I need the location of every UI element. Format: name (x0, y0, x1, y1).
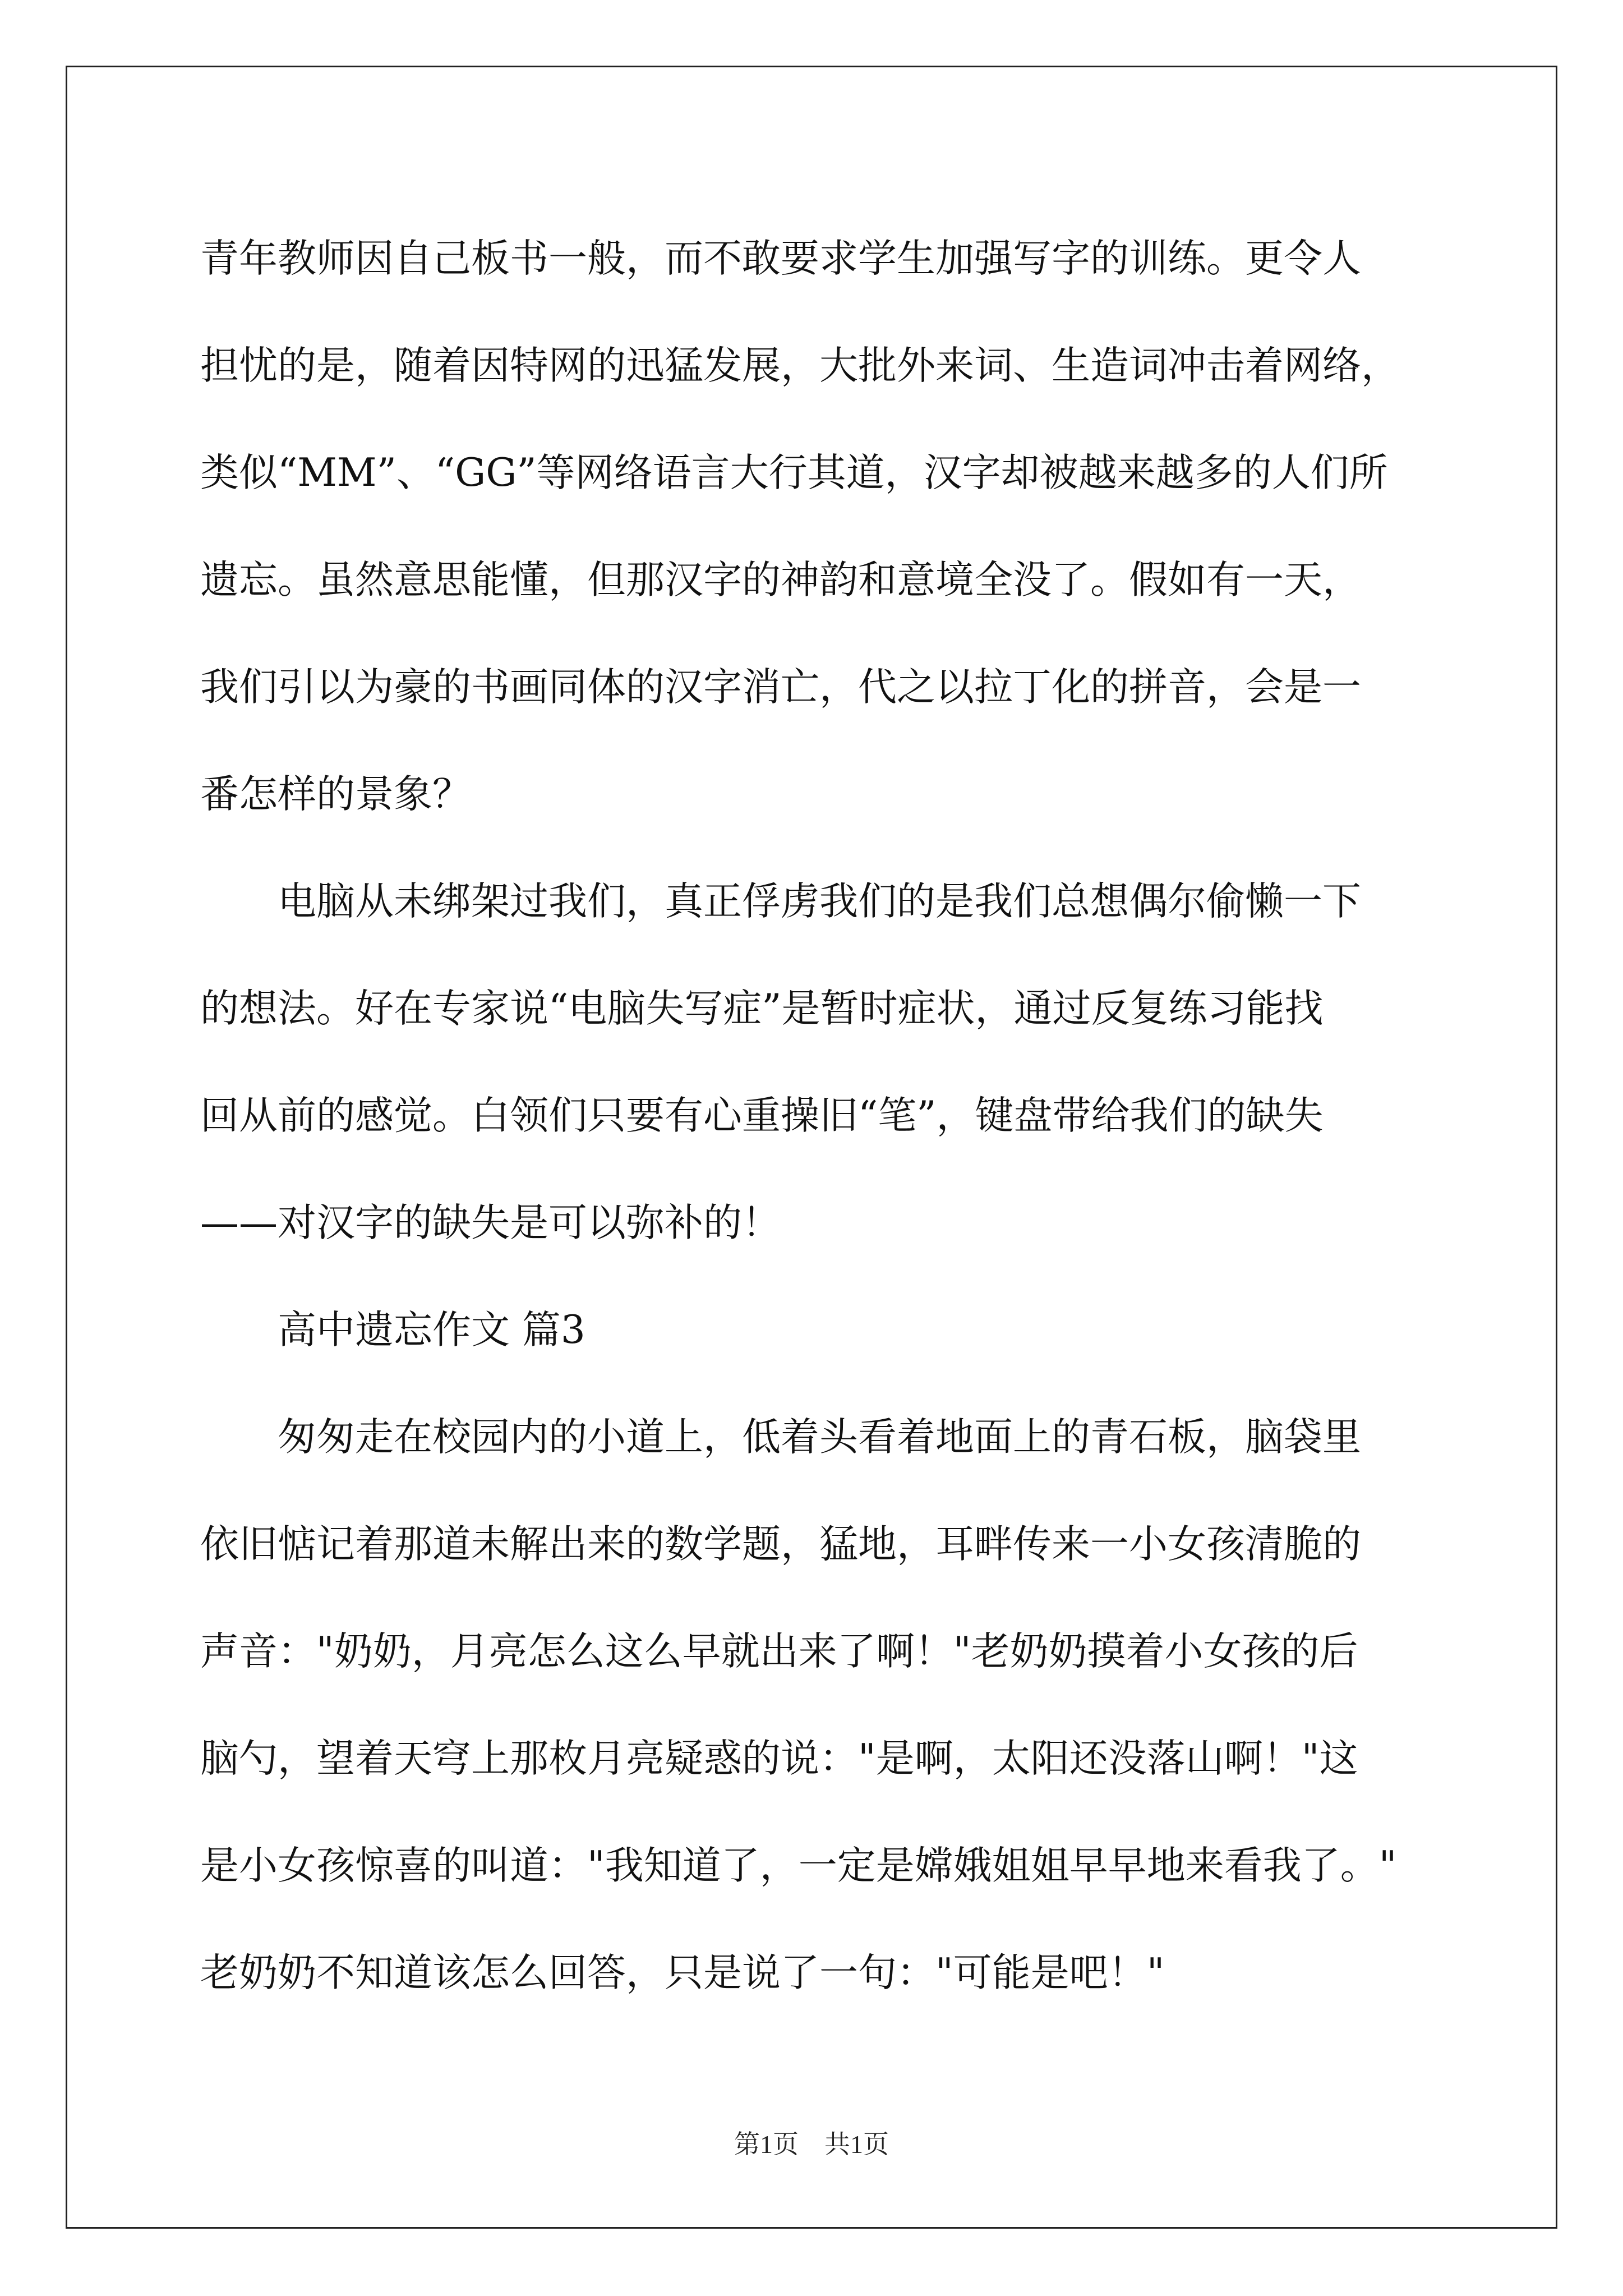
text-line: 脑勺，望着天穹上那枚月亮疑惑的说："是啊，太阳还没落山啊！"这 (200, 1736, 1358, 1781)
text-line: 类似“MM”、“GG”等网络语言大行其道，汉字却被越来越多的人们所 (200, 450, 1388, 495)
text-line: 声音："奶奶，月亮怎么这么早就出来了啊！"老奶奶摸着小女孩的后 (200, 1629, 1358, 1674)
text-line: 的想法。好在专家说“电脑失写症”是暂时症状，通过反复练习能找 (200, 986, 1324, 1031)
page-footer: 第1页 共1页 (734, 2130, 889, 2159)
text-line: 老奶奶不知道该怎么回答，只是说了一句："可能是吧！" (200, 1950, 1165, 1995)
text-line: 担忧的是，随着因特网的迅猛发展，大批外来词、生造词冲击着网络， (200, 343, 1400, 388)
text-line: 回从前的感觉。白领们只要有心重操旧“笔”，键盘带给我们的缺失 (200, 1093, 1324, 1138)
text-line: 电脑从未绑架过我们，真正俘虏我们的是我们总想偶尔偷懒一下 (200, 879, 1361, 924)
text-line: 番怎样的景象？ (200, 772, 471, 817)
text-line: 青年教师因自己板书一般，而不敢要求学生加强写字的训练。更令人 (200, 236, 1361, 281)
text-line: 我们引以为豪的书画同体的汉字消亡，代之以拉丁化的拼音，会是一 (200, 665, 1361, 710)
text-line: 依旧惦记着那道未解出来的数学题，猛地，耳畔传来一小女孩清脆的 (200, 1522, 1361, 1567)
text-line: 是小女孩惊喜的叫道："我知道了，一定是嫦娥姐姐早早地来看我了。" (200, 1843, 1397, 1888)
text-line: 遗忘。虽然意思能懂，但那汉字的神韵和意境全没了。假如有一天， (200, 558, 1361, 602)
text-line: ——对汉字的缺失是可以弥补的！ (200, 1200, 781, 1245)
text-line: 匆匆走在校园内的小道上，低着头看着地面上的青石板，脑袋里 (200, 1415, 1361, 1460)
section-heading: 高中遗忘作文 篇3 (200, 1308, 585, 1352)
document-body (200, 205, 1434, 2027)
